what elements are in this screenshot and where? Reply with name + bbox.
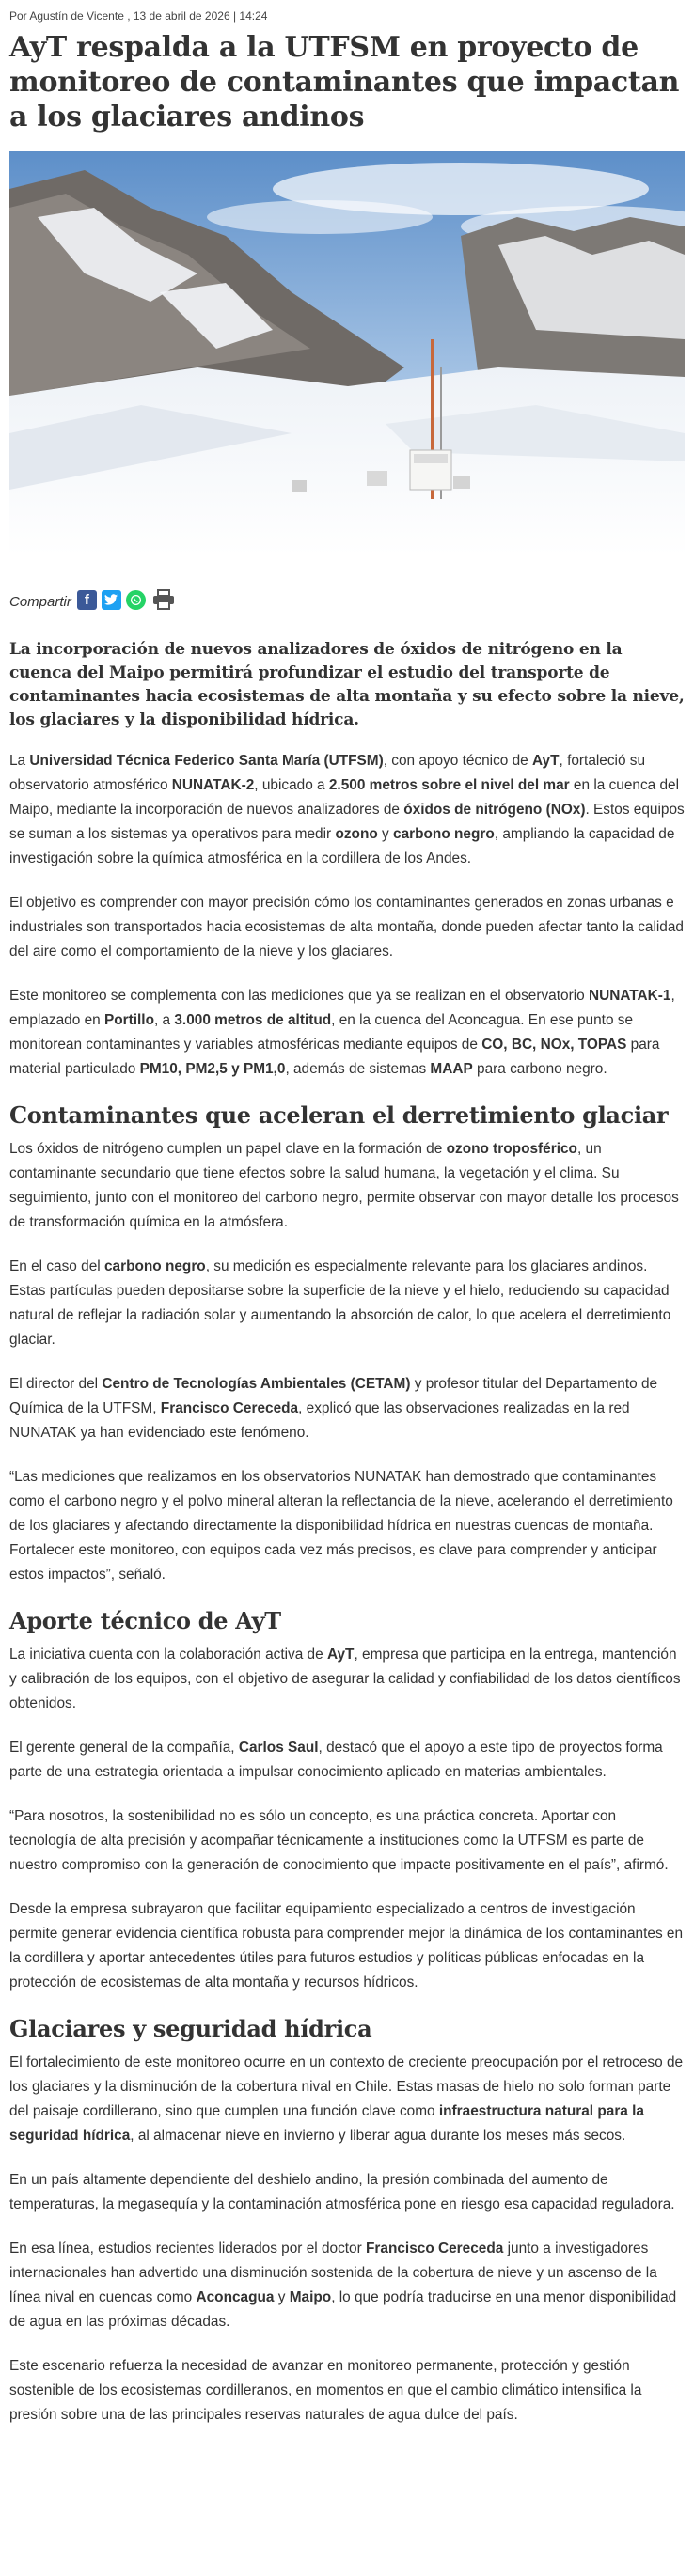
article-title: AyT respalda a la UTFSM en proyecto de monitoreo de contaminantes que impactan a los glaciares andinos [9,31,680,133]
text-run: y [274,2289,290,2305]
share-label: Compartir [9,593,71,610]
text-run: , ubicado a [254,777,329,793]
paragraph-12 [9,2051,685,2148]
bold-text: PM10, PM2,5 y PM1,0 [139,1061,286,1077]
print-icon[interactable] [150,590,177,610]
text-run: Este monitoreo se complementa con las mediciones que ya se realizan en el observatorio [9,988,589,1004]
text-run: El objetivo es comprender con mayor precisión cómo los contaminantes generados en zonas urbanas e industriales son transportados hacia ecosistemas de alta montaña, donde pueden afectar tanto la calidad del aire como el comportamiento de la nieve y los glaciares. [9,895,684,960]
text-run: , su medición es especialmente relevante para los glaciares andinos. Estas partículas pueden depositarse sobre la superficie de la nieve y el hielo, reduciendo su capacidad natural de reflejar la radiación solar y aumentando la absorción de calor, lo que acelera el derretimiento glaciar. [9,1258,671,1348]
section-heading-glaciares: Glaciares y seguridad hídrica [9,2015,372,2042]
section-heading-aporte: Aporte técnico de AyT [9,1607,281,1634]
text-run: , un contaminante secundario que tiene efectos sobre la salud humana, la vegetación y el clima. Su seguimiento, junto con el monitoreo del carbono negro, permite observar con mayor detalle los procesos de transformación química en la atmósfera. [9,1141,679,1230]
paragraph-11 [9,1897,685,1995]
text-run: Desde la empresa subrayaron que facilitar equipamiento especializado a centros de investigación permite generar evidencia científica robusta para comprender mejor la dinámica de los contaminantes en la cordillera y aportar antecedentes útiles para futuros estudios y políticas públicas enfocadas en la protección de ecosistemas de alta montaña y recursos hídricos. [9,1901,684,1991]
bold-text: Carlos Saul [238,1740,319,1756]
bold-text: 3.000 metros de altitud [174,1012,332,1028]
bold-text: CO, BC, NOx, TOPAS [481,1037,627,1053]
paragraph-1 [9,749,685,871]
text-run: Este escenario refuerza la necesidad de avanzar en monitoreo permanente, protección y gestión sostenible de los ecosistemas cordilleranos, en momentos en que el cambio climático intensifica la presión sobre una de las principales reservas naturales de agua dulce del país. [9,2358,642,2423]
bold-text: infraestructura natural para la seguridad hídrica [9,2103,644,2144]
bold-text: 2.500 metros sobre el nivel del mar [328,777,570,793]
byline: Por Agustín de Vicente , 13 de abril de 2026 | 14:24 [9,9,268,23]
paragraph-8 [9,1643,685,1716]
paragraph-14 [9,2237,685,2334]
bold-text: carbono negro [393,826,495,842]
paragraph-13 [9,2168,685,2217]
bold-text: óxidos de nitrógeno (NOx) [403,802,586,818]
bold-text: Portillo [103,1012,154,1028]
paragraph-5 [9,1255,685,1352]
paragraph-3 [9,984,685,1082]
text-run: , emplazado en [9,988,675,1028]
bold-text: Universidad Técnica Federico Santa María (UTFSM) [29,753,384,769]
text-run: El director del [9,1376,103,1392]
text-run: La [9,753,30,769]
facebook-icon[interactable]: f [77,590,97,610]
bold-text: Aconcagua [196,2289,275,2305]
text-run: , a [153,1012,175,1028]
text-run: En un país altamente dependiente del deshielo andino, la presión combinada del aumento de temperaturas, la megasequía y la contaminación atmosférica pone en riesgo esa capacidad reguladora. [9,2172,675,2212]
text-run: El gerente general de la compañía, [9,1740,239,1756]
text-run: El fortalecimiento de este monitoreo ocurre en un contexto de creciente preocupación por el retroceso de los glaciares y la disminución de la cobertura nival en Chile. Estas masas de hielo no solo forman parte del paisaje cordillerano, sino que cumplen una función clave como [9,2054,684,2119]
bold-text: AyT [326,1647,355,1663]
paragraph-2 [9,891,685,964]
bold-text: Francisco Cereceda [160,1400,299,1416]
paragraph-4 [9,1137,685,1235]
text-run: y [377,826,394,842]
text-run: , empresa que participa en la entrega, mantención y calibración de los equipos, con el objetivo de asegurar la calidad y confiabilidad de los datos científicos obtenidos. [9,1647,681,1711]
paragraph-10 [9,1804,685,1878]
text-run: y profesor titular del Departamento de Química de la UTFSM, [9,1376,658,1416]
bold-text: AyT [532,753,560,769]
share-bar [9,587,685,612]
text-run: junto a investigadores internacionales han advertido una disminución sostenida de la cobertura de nieve y un ascenso de la línea nival en cuencas como [9,2240,657,2305]
bold-text: NUNATAK-1 [588,988,671,1004]
text-run: , además de sistemas [285,1061,431,1077]
text-run: para material particulado [9,1037,660,1077]
hero-image [9,151,685,555]
bold-text: MAAP [430,1061,473,1077]
article-lead: La incorporación de nuevos analizadores de óxidos de nitrógeno en la cuenca del Maipo permitirá profundizar el estudio del transporte de contaminantes hacia ecosistemas de alta montaña y su efecto sobre la nieve, los glaciares y la disponibilidad hídrica. [9,640,685,729]
text-run: “Las mediciones que realizamos en los observatorios NUNATAK han demostrado que contaminantes como el carbono negro y el polvo mineral alteran la reflectancia de la nieve, acelerando el derretimiento de los glaciares y afectando directamente la disponibilidad hídrica en nuestras cuencas de montaña. Fortalecer este monitoreo, con equipos cada vez más precisos, es clave para comprender y anticipar estos impactos”, señaló. [9,1469,673,1583]
text-run: “Para nosotros, la sostenibilidad no es sólo un concepto, es una práctica concreta. Aportar con tecnología de alta precisión y acompañar técnicamente a instituciones como la UTFSM es parte de nuestro compromiso con la generación de conocimiento que impacte positivamente en el país”, afirmó. [9,1808,669,1873]
paragraph-15 [9,2354,685,2428]
text-run: , con apoyo técnico de [383,753,533,769]
bold-text: Francisco Cereceda [366,2240,504,2256]
bold-text: ozono troposférico [446,1141,577,1157]
bold-text: ozono [335,826,378,842]
text-run: , fortaleció su observatorio atmosférico [9,753,646,793]
text-run: La iniciativa cuenta con la colaboración activa de [9,1647,327,1663]
paragraph-9 [9,1736,685,1785]
paragraph-7 [9,1465,685,1587]
text-run: , explicó que las observaciones realizadas en la red NUNATAK ya han evidenciado este fenómeno. [9,1400,630,1441]
text-run: , destacó que el apoyo a este tipo de proyectos forma parte de una estrategia orientada a impulsar conocimiento aplicado en materias ambientales. [9,1740,663,1780]
paragraph-6 [9,1372,685,1445]
text-run: , lo que podría traducirse en una menor disponibilidad de agua en las próximas décadas. [9,2289,677,2330]
text-run: . Estos equipos se suman a los sistemas ya operativos para medir [9,802,685,842]
text-run: en la cuenca del Maipo, mediante la incorporación de nuevos analizadores de [9,777,680,818]
whatsapp-icon[interactable] [126,590,146,610]
text-run: En esa línea, estudios recientes liderados por el doctor [9,2240,367,2256]
bold-text: Maipo [289,2289,332,2305]
bold-text: Centro de Tecnologías Ambientales (CETAM) [102,1376,411,1392]
text-run: para carbono negro. [472,1061,607,1077]
text-run: , en la cuenca del Aconcagua. En ese punto se monitorean contaminantes y variables atmosféricas mediante equipos de [9,1012,634,1053]
twitter-icon[interactable] [102,590,121,610]
text-run: , al almacenar nieve en invierno y liberar agua durante los meses más secos. [130,2128,626,2144]
bold-text: NUNATAK-2 [171,777,255,793]
section-heading-contaminantes: Contaminantes que aceleran el derretimiento glaciar [9,1101,669,1129]
text-run: , ampliando la capacidad de investigación sobre la química atmosférica en la cordillera de los Andes. [9,826,675,866]
bold-text: carbono negro [103,1258,206,1274]
text-run: En el caso del [9,1258,104,1274]
text-run: Los óxidos de nitrógeno cumplen un papel clave en la formación de [9,1141,447,1157]
